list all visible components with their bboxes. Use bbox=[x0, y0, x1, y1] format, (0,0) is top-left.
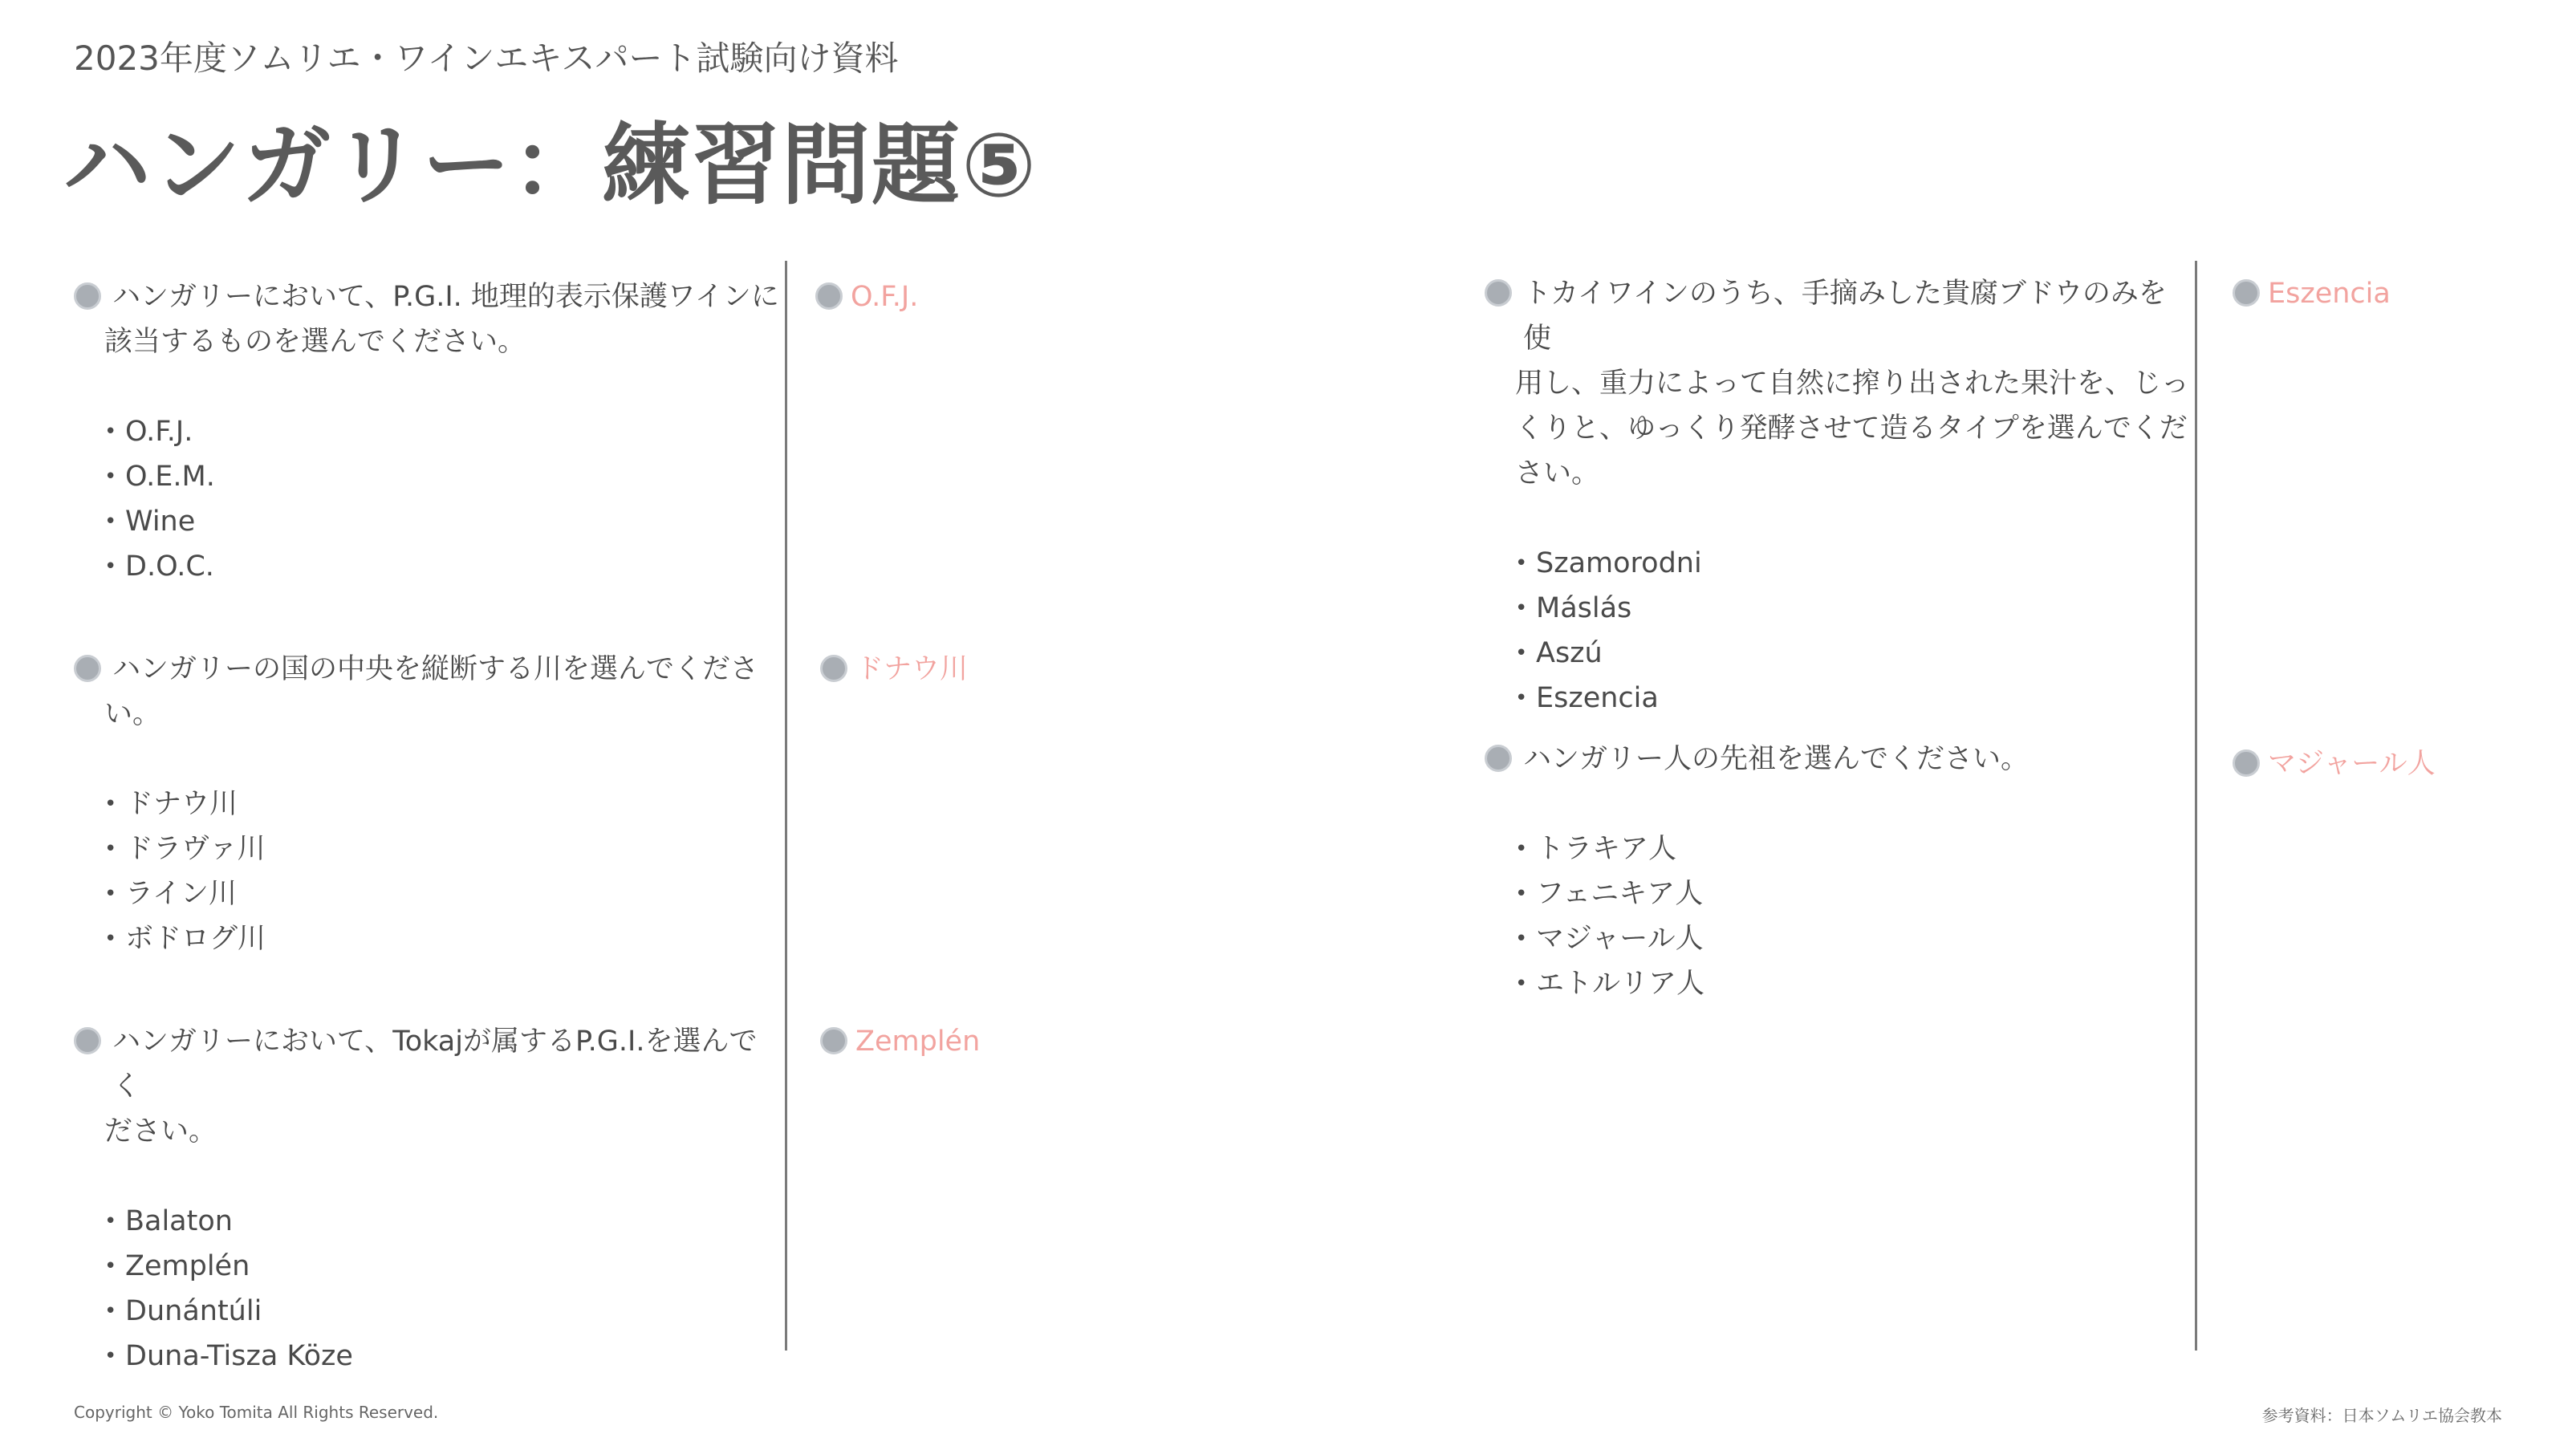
option-item: • O.E.M. bbox=[104, 454, 780, 499]
column-divider-right bbox=[2195, 261, 2197, 1351]
answer-bullet-icon bbox=[820, 655, 847, 682]
question-text: ハンガリーの国の中央を縦断する川を選んでくださ い。 bbox=[74, 647, 780, 737]
answer-text: マジャール人 bbox=[2268, 748, 2436, 780]
column-divider-left bbox=[785, 261, 787, 1351]
option-list bbox=[1485, 541, 2191, 721]
answer-bullet-icon bbox=[820, 1027, 847, 1054]
question-4 bbox=[1485, 271, 2191, 721]
answer-1 bbox=[815, 274, 918, 319]
answer-4 bbox=[2233, 271, 2391, 316]
answer-bullet-icon bbox=[2233, 749, 2260, 777]
option-item: • ライン川 bbox=[104, 871, 780, 916]
answer-5 bbox=[2233, 741, 2436, 786]
option-item: • O.F.J. bbox=[104, 409, 780, 454]
option-list bbox=[74, 1199, 780, 1379]
option-item: • Szamorodni bbox=[1515, 541, 2191, 586]
option-item: • Zemplén bbox=[104, 1244, 780, 1289]
option-item: • エトルリア人 bbox=[1515, 961, 2191, 1006]
answer-bullet-icon bbox=[815, 282, 843, 310]
answer-2 bbox=[820, 647, 968, 692]
option-list bbox=[74, 409, 780, 589]
question-bullet-icon bbox=[74, 1027, 101, 1054]
option-item: • Aszú bbox=[1515, 631, 2191, 676]
question-text: ハンガリーにおいて、Tokajが属するP.G.I.を選んでく ださい。 bbox=[74, 1019, 780, 1154]
option-item: • マジャール人 bbox=[1515, 916, 2191, 961]
option-list bbox=[1485, 827, 2191, 1006]
option-item: • Duna-Tisza Köze bbox=[104, 1334, 780, 1379]
question-1 bbox=[74, 274, 780, 589]
question-2 bbox=[74, 647, 780, 961]
answer-text: Eszencia bbox=[2268, 278, 2391, 310]
question-text: トカイワインのうち、手摘みした貴腐ブドウのみを使 用し、重力によって自然に搾り出された果汁を、じっ くりと、ゆっくり発酵させて造るタイプを選んでくだ さい。 bbox=[1485, 271, 2191, 496]
answer-text: ドナウ川 bbox=[855, 653, 969, 685]
option-item: • Balaton bbox=[104, 1199, 780, 1244]
option-item: • Wine bbox=[104, 499, 780, 544]
answer-text: Zemplén bbox=[855, 1026, 981, 1058]
option-list bbox=[74, 782, 780, 961]
option-item: • ドラヴァ川 bbox=[104, 827, 780, 871]
page-subtitle: 2023年度ソムリエ・ワインエキスパート試験向け資料 bbox=[74, 39, 899, 78]
option-item: • フェニキア人 bbox=[1515, 871, 2191, 916]
answer-3 bbox=[820, 1019, 980, 1064]
question-text: ハンガリー人の先祖を選んでください。 bbox=[1485, 737, 2191, 782]
question-bullet-icon bbox=[1485, 745, 1512, 772]
option-item: • ボドログ川 bbox=[104, 916, 780, 961]
question-text: ハンガリーにおいて、P.G.I. 地理的表示保護ワインに 該当するものを選んでください。 bbox=[74, 274, 780, 364]
footer-reference: 参考資料：日本ソムリエ協会教本 bbox=[2261, 1406, 2502, 1425]
answer-text: O.F.J. bbox=[851, 281, 919, 313]
option-item: • Eszencia bbox=[1515, 676, 2191, 721]
question-3 bbox=[74, 1019, 780, 1379]
option-item: • D.O.C. bbox=[104, 544, 780, 589]
option-item: • Máslás bbox=[1515, 586, 2191, 631]
footer-copyright: Copyright © Yoko Tomita All Rights Reserved. bbox=[74, 1403, 439, 1422]
page-title: ハンガリー：練習問題⑤ bbox=[63, 114, 1038, 217]
question-5 bbox=[1485, 737, 2191, 1006]
option-item: • トラキア人 bbox=[1515, 827, 2191, 871]
option-item: • ドナウ川 bbox=[104, 782, 780, 827]
option-item: • Dunántúli bbox=[104, 1289, 780, 1334]
answer-bullet-icon bbox=[2233, 279, 2260, 307]
question-bullet-icon bbox=[1485, 279, 1512, 307]
question-bullet-icon bbox=[74, 282, 101, 310]
question-bullet-icon bbox=[74, 655, 101, 682]
